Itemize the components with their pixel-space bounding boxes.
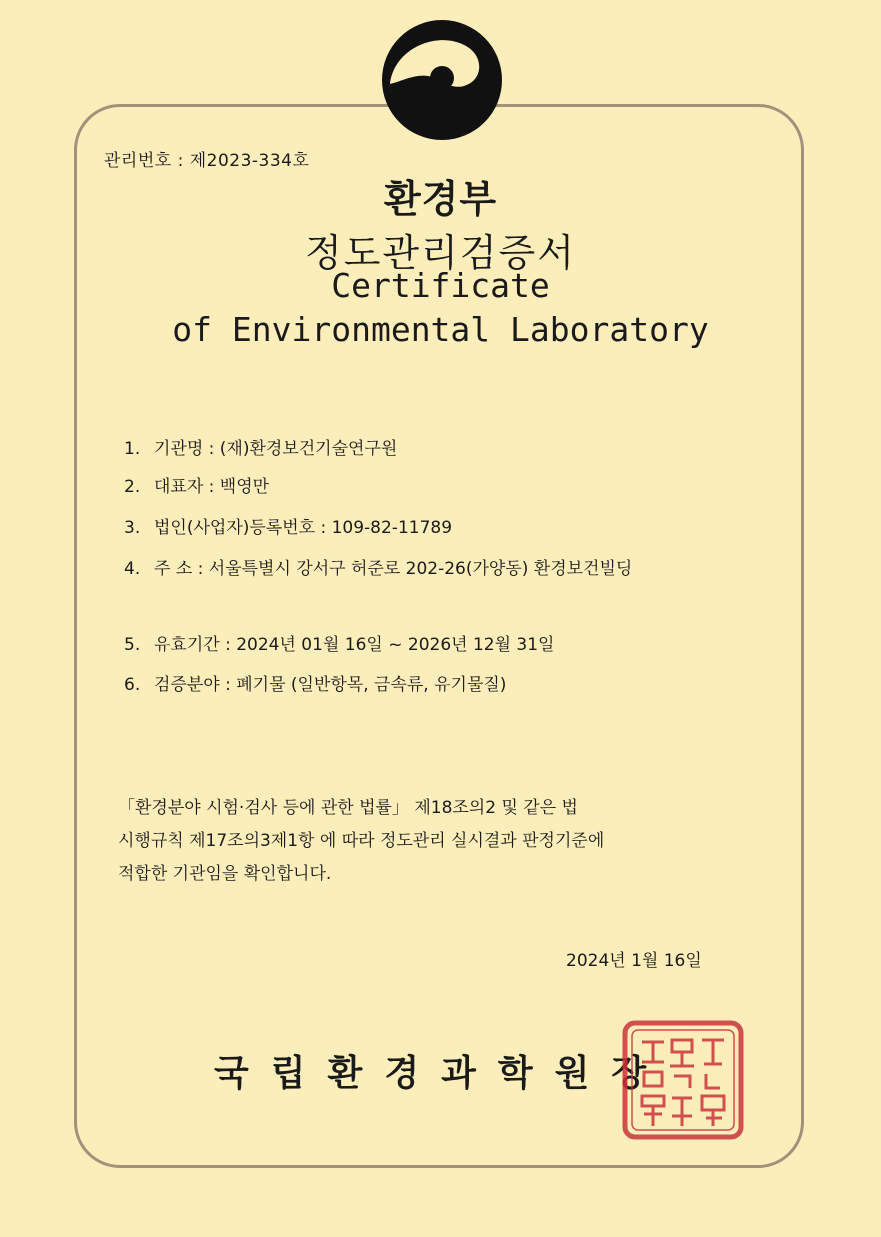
detail-item-address: 4. 주 소 : 서울특별시 강서구 허준로 202-26(가양동) 환경보건빌딩 [124,559,633,579]
official-seal-icon [622,1020,744,1140]
detail-item-institution: 1. 기관명 : (재)환경보건기술연구원 [124,439,398,459]
detail-item-verification-field: 6. 검증분야 : 폐기물 (일반항목, 금속류, 유기물질) [124,675,507,695]
certificate-title-english-line1: Certificate [331,266,550,305]
statement-line: 시행규칙 제17조의3제1항 에 따라 정도관리 실시결과 판정기준에 [118,831,605,851]
detail-item-validity-period: 5. 유효기간 : 2024년 01월 16일 ~ 2026년 12월 31일 [124,635,555,655]
government-emblem-icon [380,18,504,142]
certificate-title-korean: 정도관리검증서 [305,231,576,275]
management-number: 관리번호 : 제2023-334호 [104,151,310,171]
issuer-name: 국립환경과학원장 [214,1052,669,1094]
statement-line: 적합한 기관임을 확인합니다. [118,864,332,884]
confirmation-statement [118,792,718,891]
detail-item-representative: 2. 대표자 : 백영만 [124,477,270,497]
statement-line: 「환경분야 시험·검사 등에 관한 법률」 제18조의2 및 같은 법 [118,798,578,818]
issue-date: 2024년 1월 16일 [566,951,702,971]
ministry-name: 환경부 [383,177,498,221]
detail-item-registration-number: 3. 법인(사업자)등록번호 : 109-82-11789 [124,518,453,538]
certificate-title-english-line2: of Environmental Laboratory [172,310,709,349]
